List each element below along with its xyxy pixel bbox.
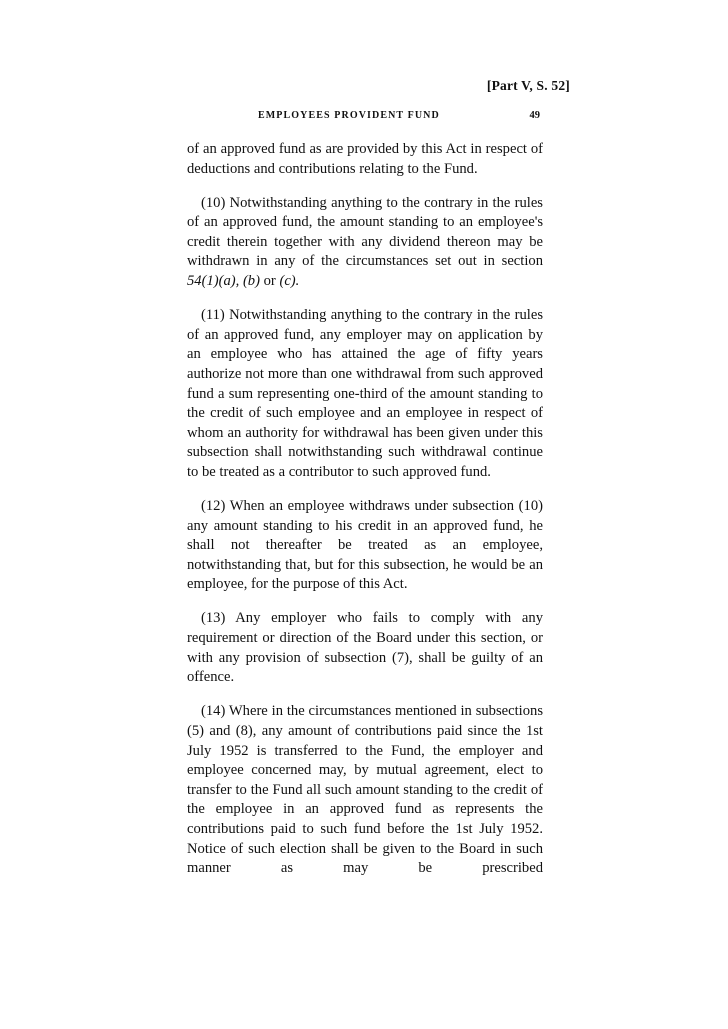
page-number: 49: [529, 110, 540, 121]
section-ref-54-1-a: 54(1)(a),: [187, 273, 240, 290]
paragraph-subsection-14: (14) Where in the circumstances mentioned in subsections (5) and (8), any amount of contributions paid since the 1st July 1952 is transferred to the Fund, the employer and employee concerned may, by mutual agreement, elect to transfer to the Fund all such amount standing to the credit of the employee in an approved fund as represents the contributions paid to such fund before the 1st July 1952. Notice of such election shall be given to the Board in such manner as may be prescribed: [187, 703, 543, 877]
paragraph-subsection-11: (11) Notwithstanding anything to the contrary in the rules of an approved fund, any employer may on application by an employee who has attained the age of fifty years authorize not more than one withdrawal from such approved fund a sum representing one-third of the amount standing to the credit of such employee and an employee in respect of whom an authority for withdrawal has been given under this subsection shall notwithstanding such withdrawal continue to be treated as a contributor to such approved fund.: [187, 307, 543, 480]
paragraph-continuation: of an approved fund as are provided by this Act in respect of deductions and contributions relating to the Fund.: [187, 141, 543, 177]
section-ref-c: (c).: [279, 273, 300, 290]
section-ref-b: (b): [242, 273, 260, 290]
running-title: EMPLOYEES PROVIDENT FUND: [258, 110, 440, 121]
paragraph-10-text: (10) Notwithstanding anything to the contrary in the rules of an approved fund, the amount standing to an employee's credit therein together with any dividend thereon may be withdrawn in any of the circumstances set out in section: [187, 194, 543, 270]
paragraph-subsection-13: (13) Any employer who fails to comply with any requirement or direction of the Board under this section, or with any provision of subsection (7), shall be guilty of an offence.: [187, 610, 543, 686]
paragraph-subsection-12: (12) When an employee withdraws under subsection (10) any amount standing to his credit in an approved fund, he shall not thereafter be treated as an employee, notwithstanding that, but for this subsection, he would be an employee, for the purpose of this Act.: [187, 498, 543, 593]
running-header: [187, 110, 543, 126]
paragraph-subsection-10: [187, 194, 543, 292]
connector-or: or: [263, 273, 276, 290]
part-reference: [Part V, S. 52]: [486, 78, 570, 93]
body-text: [187, 140, 543, 893]
